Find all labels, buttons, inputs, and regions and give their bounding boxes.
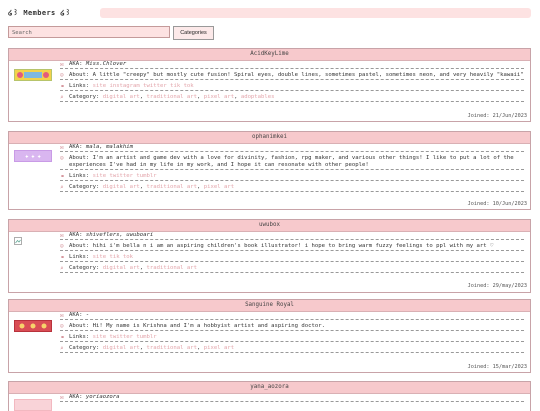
- about-icon: ☺: [60, 243, 64, 250]
- category-link[interactable]: pixel art: [203, 94, 235, 100]
- category-row: ⌕ Category: digital art, traditional art: [60, 265, 524, 273]
- link-site[interactable]: site: [92, 83, 107, 89]
- member-name[interactable]: Sanguine Royal: [9, 300, 530, 312]
- category-link[interactable]: digital art: [102, 345, 140, 351]
- about-row: ☺ About: Hi! My name is Krishna and I'm a hobbyist artist and aspiring doctor.: [60, 323, 524, 331]
- link-icon: ⚭: [60, 254, 66, 261]
- aka-icon: ✉: [60, 312, 64, 319]
- broken-image-icon: [14, 237, 22, 245]
- link-twitter[interactable]: twitter: [109, 334, 134, 340]
- link-site[interactable]: site: [92, 254, 107, 260]
- link-tumblr[interactable]: tumblr: [136, 334, 157, 340]
- links-row: ⚭ Links: site instagram twitter tik tok: [60, 83, 524, 91]
- member-card: [8, 381, 531, 411]
- member-button-image[interactable]: [14, 399, 52, 411]
- title-bar-decoration: [100, 8, 531, 18]
- search-input[interactable]: Search: [8, 26, 170, 38]
- member-card: [8, 131, 531, 210]
- category-link[interactable]: traditional art: [146, 345, 198, 351]
- page-header: [8, 8, 531, 18]
- svg-text:✦ ✦ ✦: ✦ ✦ ✦: [24, 154, 42, 161]
- category-link[interactable]: traditional art: [146, 184, 198, 190]
- member-button-image[interactable]: [14, 150, 52, 162]
- links-row: ⚭ Links: site tik tok: [60, 254, 524, 262]
- member-button-image[interactable]: [14, 320, 52, 332]
- category-link[interactable]: pixel art: [203, 184, 235, 190]
- category-row: ⌕ Category: digital art, traditional art, pixel art: [60, 345, 524, 353]
- link-twitter[interactable]: twitter: [143, 83, 167, 89]
- search-icon: ⌕: [60, 265, 64, 272]
- category-link[interactable]: digital art: [102, 184, 140, 190]
- link-tiktok[interactable]: tik tok: [170, 83, 194, 89]
- categories-button[interactable]: Categories: [173, 26, 214, 40]
- category-row: ⌕ Category: digital art, traditional art, pixel art, adoptables: [60, 94, 524, 102]
- aka-row: ✉ AKA: Miss.Chlover: [60, 61, 524, 69]
- about-icon: ☺: [60, 323, 64, 330]
- member-name[interactable]: yana_aozora: [9, 382, 530, 394]
- link-tumblr[interactable]: tumblr: [136, 173, 157, 179]
- search-row: [8, 26, 208, 40]
- aka-row: ✉ AKA: -: [60, 312, 524, 320]
- links-row: ⚭ Links: site twitter tumblr: [60, 334, 524, 342]
- joined-date: Joined: 15/mar/2023: [467, 364, 527, 370]
- aka-icon: ✉: [60, 61, 64, 68]
- aka-icon: ✉: [60, 232, 64, 239]
- category-link[interactable]: pixel art: [203, 345, 235, 351]
- joined-date: Joined: 10/Jun/2023: [467, 201, 527, 207]
- link-site[interactable]: site: [92, 334, 107, 340]
- member-card: [8, 219, 531, 293]
- search-icon: ⌕: [60, 345, 64, 352]
- page-title: ໒꒱ Members ໒꒱: [8, 9, 72, 17]
- link-icon: ⚭: [60, 83, 66, 90]
- about-row: ☺ About: hihi i'm bella n i am an aspiring children's book illustrator! i hope to bring warm fuzzy feelings to ppl with my art ♡: [60, 243, 524, 251]
- link-icon: ⚭: [60, 173, 66, 180]
- joined-date: Joined: 29/may/2023: [467, 283, 527, 289]
- aka-icon: ✉: [60, 144, 64, 151]
- category-link[interactable]: digital art: [102, 265, 140, 271]
- link-icon: ⚭: [60, 334, 66, 341]
- member-card: [8, 299, 531, 373]
- member-button-image[interactable]: [14, 69, 52, 81]
- category-link[interactable]: traditional art: [146, 94, 198, 100]
- search-icon: ⌕: [60, 184, 64, 191]
- member-name[interactable]: ophanimkei: [9, 132, 530, 144]
- joined-date: Joined: 21/Jun/2023: [467, 113, 527, 119]
- category-link[interactable]: adoptables: [240, 94, 275, 100]
- link-twitter[interactable]: twitter: [109, 173, 134, 179]
- about-icon: ☺: [60, 72, 64, 79]
- aka-row: ✉ AKA: shiveflers, uwuboari: [60, 232, 524, 240]
- about-row: ☺ About: A little "creepy" but mostly cute fusion! Spiral eyes, double lines, sometimes pastel, sometimes neon, and very heavily "kawaii": [60, 72, 524, 79]
- category-link[interactable]: traditional art: [146, 265, 198, 271]
- aka-row: ✉ AKA: mala, malakhim: [60, 144, 524, 152]
- link-site[interactable]: site: [92, 173, 107, 179]
- member-name[interactable]: uwubox: [9, 220, 530, 232]
- link-instagram[interactable]: instagram: [109, 83, 140, 89]
- search-icon: ⌕: [60, 94, 64, 101]
- links-row: ⚭ Links: site twitter tumblr: [60, 173, 524, 181]
- member-name[interactable]: AcidKeyLime: [9, 49, 530, 61]
- member-card: [8, 48, 531, 122]
- category-row: ⌕ Category: digital art, traditional art, pixel art: [60, 184, 524, 192]
- about-row: ☺ About: I'm an artist and game dev with a love for divinity, fashion, rpg maker, and various other things! I like to put a lot of the experiences I've had in my life in my work, and I hope it can resonate with other people!: [60, 155, 524, 170]
- link-tiktok[interactable]: tik tok: [109, 254, 134, 260]
- about-icon: ☺: [60, 155, 64, 162]
- aka-row: ✉ AKA: yoriaozora: [60, 394, 524, 402]
- aka-icon: ✉: [60, 394, 64, 401]
- category-link[interactable]: digital art: [102, 94, 140, 100]
